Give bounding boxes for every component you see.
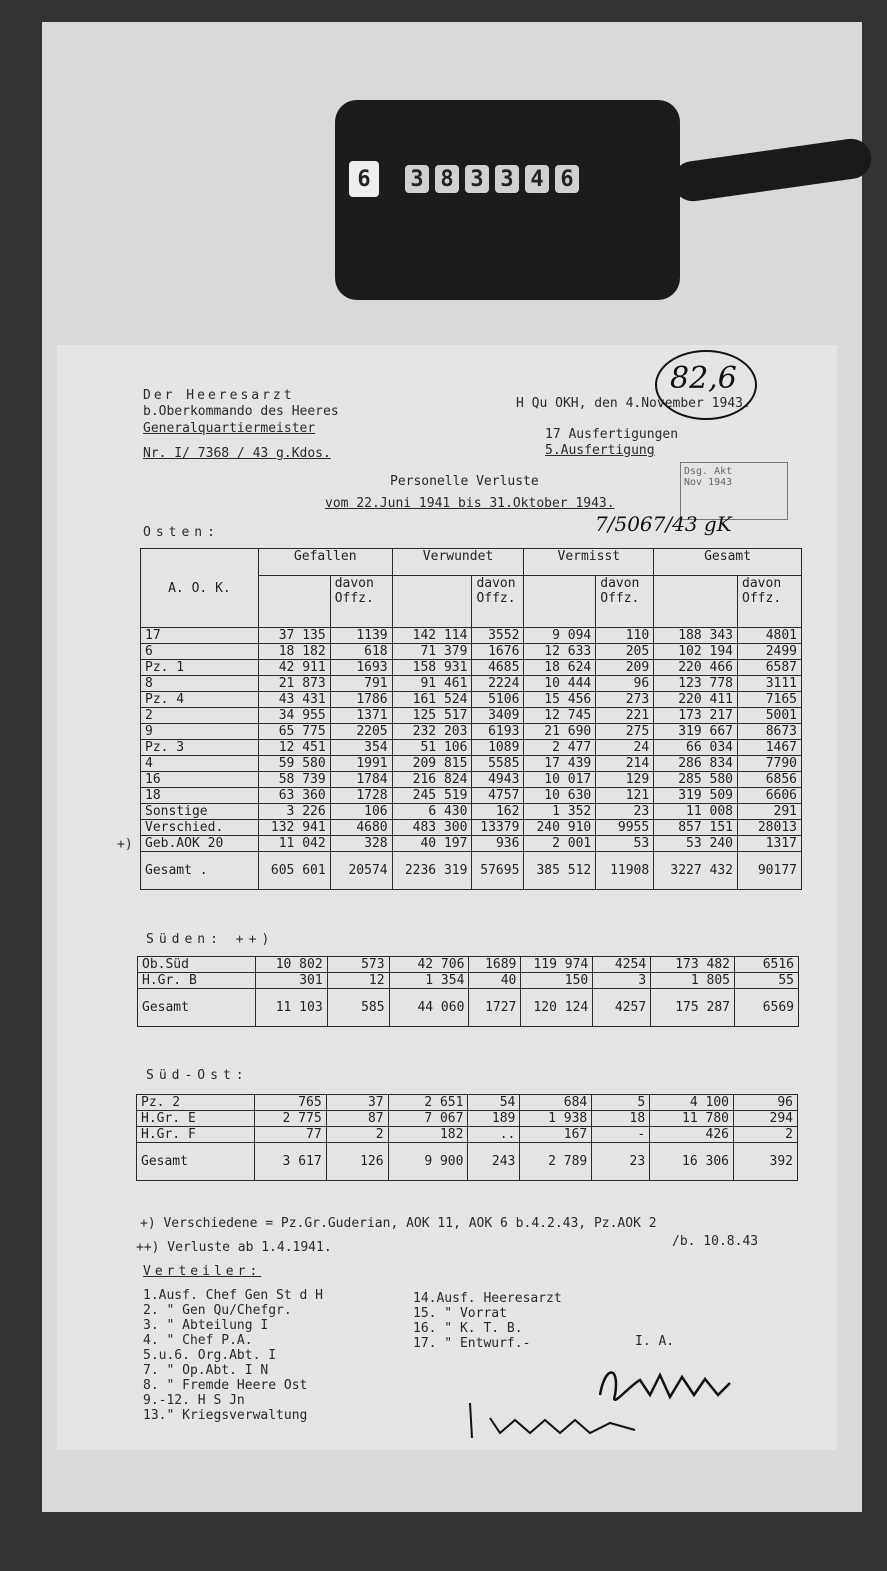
table-row xyxy=(141,628,802,644)
table-cell: 4757 xyxy=(472,788,524,804)
section-southeast-label: Süd-Ost: xyxy=(146,1068,249,1083)
row-label: H.Gr. E xyxy=(137,1111,255,1127)
table-cell: 51 106 xyxy=(392,740,472,756)
total-cell: 2236 319 xyxy=(392,852,472,890)
table-cell: 10 630 xyxy=(524,788,596,804)
table-cell: 1786 xyxy=(330,692,392,708)
table-cell: 5585 xyxy=(472,756,524,772)
total-cell: 3227 432 xyxy=(654,852,738,890)
table-cell: 11 042 xyxy=(258,836,330,852)
table-cell: 42 706 xyxy=(389,957,469,973)
table-cell: 189 xyxy=(468,1111,520,1127)
total-cell: 605 601 xyxy=(258,852,330,890)
reference-number: Nr. I/ 7368 / 43 g.Kdos. xyxy=(143,446,331,461)
row-label: Sonstige xyxy=(141,804,259,820)
row-label: 9 xyxy=(141,724,259,740)
total-cell: 23 xyxy=(592,1143,650,1181)
table-cell: 12 745 xyxy=(524,708,596,724)
row-label: Pz. 1 xyxy=(141,660,259,676)
total-cell: 4257 xyxy=(593,989,651,1027)
counter-digit: 8 xyxy=(435,165,459,193)
total-header: Gesamt xyxy=(654,549,802,576)
counter-window xyxy=(349,158,599,200)
place-date: H Qu OKH, den 4.November 1943. xyxy=(516,396,751,411)
row-label: H.Gr. F xyxy=(137,1127,255,1143)
table-cell: 1371 xyxy=(330,708,392,724)
table-row xyxy=(137,1111,798,1127)
total-cell: 2 789 xyxy=(520,1143,592,1181)
table-cell: - xyxy=(592,1127,650,1143)
total-label: Gesamt . xyxy=(141,852,259,890)
archive-number: 82,6 xyxy=(670,361,737,396)
table-cell: 54 xyxy=(468,1095,520,1111)
distribution-item: 9.-12. H S Jn xyxy=(143,1393,245,1408)
total-cell: 392 xyxy=(734,1143,798,1181)
table-cell: 162 xyxy=(472,804,524,820)
stamp-line-2: Nov 1943 xyxy=(684,477,733,488)
table-cell: 10 444 xyxy=(524,676,596,692)
table-cell: 77 xyxy=(254,1127,326,1143)
table-cell: 684 xyxy=(520,1095,592,1111)
table-cell: 21 873 xyxy=(258,676,330,692)
table-cell: 87 xyxy=(326,1111,388,1127)
total-cell: 6569 xyxy=(735,989,799,1027)
table-cell: 123 778 xyxy=(654,676,738,692)
table-row xyxy=(141,692,802,708)
east-table xyxy=(140,548,802,890)
table-cell: 220 466 xyxy=(654,660,738,676)
table-cell: 96 xyxy=(734,1095,798,1111)
table-cell: 11 780 xyxy=(650,1111,734,1127)
table-cell: 4 100 xyxy=(650,1095,734,1111)
table-cell: 2205 xyxy=(330,724,392,740)
table-cell: 6856 xyxy=(738,772,802,788)
table-cell: 110 xyxy=(596,628,654,644)
officers-subheader: davon Offz. xyxy=(330,575,392,627)
total-cell: 3 617 xyxy=(254,1143,326,1181)
table-row xyxy=(141,644,802,660)
total-cell: 9 900 xyxy=(388,1143,468,1181)
distribution-item: 14.Ausf. Heeresarzt xyxy=(413,1291,562,1306)
table-row xyxy=(137,1095,798,1111)
table-cell: 58 739 xyxy=(258,772,330,788)
total-label: Gesamt xyxy=(137,1143,255,1181)
footnote-marker: +) xyxy=(117,837,133,852)
table-cell: 15 456 xyxy=(524,692,596,708)
table-cell: 4685 xyxy=(472,660,524,676)
table-cell: 1 938 xyxy=(520,1111,592,1127)
table-cell: 91 461 xyxy=(392,676,472,692)
table-cell: 1139 xyxy=(330,628,392,644)
table-row xyxy=(141,708,802,724)
counter-digit: 4 xyxy=(525,165,549,193)
table-row xyxy=(141,820,802,836)
east-header-row xyxy=(141,549,802,576)
table-cell: 301 xyxy=(255,973,327,989)
table-cell: 275 xyxy=(596,724,654,740)
table-cell: 24 xyxy=(596,740,654,756)
signature-ia: I. A. xyxy=(635,1334,675,1349)
table-cell: 18 xyxy=(592,1111,650,1127)
table-cell: 4801 xyxy=(738,628,802,644)
table-cell: 220 411 xyxy=(654,692,738,708)
row-label: 2 xyxy=(141,708,259,724)
table-cell: 936 xyxy=(472,836,524,852)
document-period: vom 22.Juni 1941 bis 31.Oktober 1943. xyxy=(325,496,615,511)
east-total-row xyxy=(141,852,802,890)
distribution-item: 2. " Gen Qu/Chefgr. xyxy=(143,1303,292,1318)
table-cell: 11 008 xyxy=(654,804,738,820)
table-cell: 125 517 xyxy=(392,708,472,724)
table-cell: 188 343 xyxy=(654,628,738,644)
table-cell: 161 524 xyxy=(392,692,472,708)
counter-digit: 3 xyxy=(495,165,519,193)
total-cell: 20574 xyxy=(330,852,392,890)
table-cell: 9 094 xyxy=(524,628,596,644)
table-cell: 21 690 xyxy=(524,724,596,740)
southeast-total-row xyxy=(137,1143,798,1181)
table-cell: 245 519 xyxy=(392,788,472,804)
table-cell: 319 509 xyxy=(654,788,738,804)
row-label: Pz. 2 xyxy=(137,1095,255,1111)
east-table-body xyxy=(141,628,802,852)
table-cell: 5001 xyxy=(738,708,802,724)
row-label: 4 xyxy=(141,756,259,772)
table-row xyxy=(141,788,802,804)
table-cell: 6193 xyxy=(472,724,524,740)
total-cell: 16 306 xyxy=(650,1143,734,1181)
counter-digit: 3 xyxy=(405,165,429,193)
table-cell: 12 451 xyxy=(258,740,330,756)
blank-cell xyxy=(258,575,330,627)
total-cell: 90177 xyxy=(738,852,802,890)
table-cell: 857 151 xyxy=(654,820,738,836)
table-cell: 28013 xyxy=(738,820,802,836)
table-cell: 37 135 xyxy=(258,628,330,644)
signature-2 xyxy=(460,1398,660,1448)
table-cell: 2224 xyxy=(472,676,524,692)
table-cell: 4680 xyxy=(330,820,392,836)
table-cell: 2 001 xyxy=(524,836,596,852)
table-cell: 285 580 xyxy=(654,772,738,788)
table-cell: .. xyxy=(468,1127,520,1143)
table-row xyxy=(141,772,802,788)
officers-subheader: davon Offz. xyxy=(596,575,654,627)
blank-cell xyxy=(524,575,596,627)
table-cell: 791 xyxy=(330,676,392,692)
distribution-item: 5.u.6. Org.Abt. I xyxy=(143,1348,277,1363)
total-cell: 120 124 xyxy=(521,989,593,1027)
footnote-1: +) Verschiedene = Pz.Gr.Guderian, AOK 11, AOK 6 b.4.2.43, Pz.AOK 2 xyxy=(140,1216,657,1231)
total-cell: 1727 xyxy=(469,989,521,1027)
table-cell: 1 354 xyxy=(389,973,469,989)
table-cell: 1991 xyxy=(330,756,392,772)
copy-number: 5.Ausfertigung xyxy=(545,443,655,458)
table-cell: 286 834 xyxy=(654,756,738,772)
document-title: Personelle Verluste xyxy=(390,474,539,489)
table-cell: 3552 xyxy=(472,628,524,644)
officers-subheader: davon Offz. xyxy=(472,575,524,627)
total-cell: 57695 xyxy=(472,852,524,890)
table-cell: 173 482 xyxy=(651,957,735,973)
table-cell: 765 xyxy=(254,1095,326,1111)
south-table-body xyxy=(138,957,799,989)
table-cell: 121 xyxy=(596,788,654,804)
counter-digit: 6 xyxy=(555,165,579,193)
table-cell: 273 xyxy=(596,692,654,708)
table-cell: 3409 xyxy=(472,708,524,724)
table-cell: 1784 xyxy=(330,772,392,788)
table-cell: 4254 xyxy=(593,957,651,973)
table-cell: 232 203 xyxy=(392,724,472,740)
table-cell: 132 941 xyxy=(258,820,330,836)
table-row xyxy=(141,756,802,772)
table-cell: 221 xyxy=(596,708,654,724)
table-cell: 18 624 xyxy=(524,660,596,676)
table-cell: 1467 xyxy=(738,740,802,756)
table-cell: 2 775 xyxy=(254,1111,326,1127)
table-cell: 483 300 xyxy=(392,820,472,836)
table-cell: 7165 xyxy=(738,692,802,708)
distribution-item: 3. " Abteilung I xyxy=(143,1318,269,1333)
distribution-item: 16. " K. T. B. xyxy=(413,1321,523,1336)
table-cell: 1 805 xyxy=(651,973,735,989)
table-cell: 182 xyxy=(388,1127,468,1143)
table-cell: 240 910 xyxy=(524,820,596,836)
table-cell: 158 931 xyxy=(392,660,472,676)
table-cell: 96 xyxy=(596,676,654,692)
table-cell: 37 xyxy=(326,1095,388,1111)
copies-count: 17 Ausfertigungen xyxy=(545,427,679,442)
table-cell: 209 xyxy=(596,660,654,676)
table-cell: 129 xyxy=(596,772,654,788)
row-label: 17 xyxy=(141,628,259,644)
table-cell: 1693 xyxy=(330,660,392,676)
table-cell: 1689 xyxy=(469,957,521,973)
table-cell: 214 xyxy=(596,756,654,772)
distribution-title: Verteiler: xyxy=(143,1264,262,1279)
frame-counter xyxy=(335,100,680,300)
table-cell: 319 667 xyxy=(654,724,738,740)
sender-line-1: Der Heeresarzt xyxy=(143,388,295,403)
distribution-item: 17. " Entwurf.- xyxy=(413,1336,531,1351)
total-cell: 44 060 xyxy=(389,989,469,1027)
table-cell: 1728 xyxy=(330,788,392,804)
table-row xyxy=(141,804,802,820)
sender-line-3: Generalquartiermeister xyxy=(143,421,316,436)
table-cell: 7 067 xyxy=(388,1111,468,1127)
table-row xyxy=(141,724,802,740)
table-cell: 618 xyxy=(330,644,392,660)
table-cell: 6 430 xyxy=(392,804,472,820)
table-cell: 17 439 xyxy=(524,756,596,772)
sender-line-2: b.Oberkommando des Heeres xyxy=(143,404,339,419)
blank-cell xyxy=(654,575,738,627)
table-cell: 43 431 xyxy=(258,692,330,708)
aok-header: A. O. K. xyxy=(141,549,259,628)
row-label: Verschied. xyxy=(141,820,259,836)
table-cell: 6516 xyxy=(735,957,799,973)
table-cell: 2 477 xyxy=(524,740,596,756)
total-cell: 126 xyxy=(326,1143,388,1181)
table-cell: 6606 xyxy=(738,788,802,804)
table-cell: 7790 xyxy=(738,756,802,772)
table-cell: 12 xyxy=(327,973,389,989)
section-east-label: Osten: xyxy=(143,525,220,540)
table-cell: 1089 xyxy=(472,740,524,756)
table-cell: 291 xyxy=(738,804,802,820)
table-cell: 9955 xyxy=(596,820,654,836)
table-row xyxy=(141,740,802,756)
wounded-header: Verwundet xyxy=(392,549,524,576)
footnote-1-continued: /b. 10.8.43 xyxy=(672,1234,759,1249)
total-cell: 175 287 xyxy=(651,989,735,1027)
southeast-table xyxy=(136,1094,798,1181)
table-cell: 216 824 xyxy=(392,772,472,788)
table-cell: 55 xyxy=(735,973,799,989)
table-cell: 42 911 xyxy=(258,660,330,676)
footnote-2: ++) Verluste ab 1.4.1941. xyxy=(136,1240,332,1255)
table-cell: 2 651 xyxy=(388,1095,468,1111)
handwritten-reference: 7/5067/43 gK xyxy=(595,512,732,536)
table-cell: 65 775 xyxy=(258,724,330,740)
section-south-label: Süden: ++) xyxy=(146,932,275,947)
table-cell: 59 580 xyxy=(258,756,330,772)
table-cell: 40 197 xyxy=(392,836,472,852)
blank-cell xyxy=(392,575,472,627)
table-row xyxy=(138,957,799,973)
southeast-table-body xyxy=(137,1095,798,1143)
table-cell: 2 xyxy=(734,1127,798,1143)
table-cell: 142 114 xyxy=(392,628,472,644)
table-row xyxy=(141,836,802,852)
table-cell: 167 xyxy=(520,1127,592,1143)
table-row xyxy=(137,1127,798,1143)
fallen-header: Gefallen xyxy=(258,549,392,576)
table-cell: 354 xyxy=(330,740,392,756)
distribution-item: 7. " Op.Abt. I N xyxy=(143,1363,269,1378)
table-cell: 119 974 xyxy=(521,957,593,973)
table-row xyxy=(141,676,802,692)
table-cell: 3111 xyxy=(738,676,802,692)
table-cell: 4943 xyxy=(472,772,524,788)
table-cell: 1676 xyxy=(472,644,524,660)
stamp-line-1: Dsg. Akt xyxy=(684,466,733,477)
table-cell: 1317 xyxy=(738,836,802,852)
table-cell: 34 955 xyxy=(258,708,330,724)
table-cell: 106 xyxy=(330,804,392,820)
table-cell: 13379 xyxy=(472,820,524,836)
table-cell: 63 360 xyxy=(258,788,330,804)
row-label: 18 xyxy=(141,788,259,804)
distribution-item: 1.Ausf. Chef Gen St d H xyxy=(143,1288,324,1303)
row-label: 6 xyxy=(141,644,259,660)
table-cell: 10 802 xyxy=(255,957,327,973)
distribution-item: 13." Kriegsverwaltung xyxy=(143,1408,308,1423)
table-cell: 573 xyxy=(327,957,389,973)
distribution-item: 4. " Chef P.A. xyxy=(143,1333,253,1348)
table-cell: 10 017 xyxy=(524,772,596,788)
table-cell: 173 217 xyxy=(654,708,738,724)
row-label: Geb.AOK 20 xyxy=(141,836,259,852)
total-label: Gesamt xyxy=(138,989,256,1027)
table-cell: 2499 xyxy=(738,644,802,660)
table-cell: 426 xyxy=(650,1127,734,1143)
table-cell: 328 xyxy=(330,836,392,852)
table-cell: 6587 xyxy=(738,660,802,676)
row-label: 16 xyxy=(141,772,259,788)
table-cell: 209 815 xyxy=(392,756,472,772)
south-total-row xyxy=(138,989,799,1027)
officers-subheader: davon Offz. xyxy=(738,575,802,627)
table-cell: 150 xyxy=(521,973,593,989)
table-cell: 8673 xyxy=(738,724,802,740)
table-cell: 1 352 xyxy=(524,804,596,820)
table-cell: 3 xyxy=(593,973,651,989)
table-cell: 18 182 xyxy=(258,644,330,660)
row-label: Pz. 4 xyxy=(141,692,259,708)
table-cell: 5106 xyxy=(472,692,524,708)
table-cell: 53 240 xyxy=(654,836,738,852)
total-cell: 11 103 xyxy=(255,989,327,1027)
total-cell: 243 xyxy=(468,1143,520,1181)
table-cell: 66 034 xyxy=(654,740,738,756)
table-cell: 2 xyxy=(326,1127,388,1143)
row-label: H.Gr. B xyxy=(138,973,256,989)
counter-prefix: 6 xyxy=(349,161,379,197)
table-cell: 71 379 xyxy=(392,644,472,660)
table-cell: 102 194 xyxy=(654,644,738,660)
table-cell: 205 xyxy=(596,644,654,660)
distribution-item: 8. " Fremde Heere Ost xyxy=(143,1378,308,1393)
table-row xyxy=(138,973,799,989)
missing-header: Vermisst xyxy=(524,549,654,576)
total-cell: 585 xyxy=(327,989,389,1027)
table-cell: 23 xyxy=(596,804,654,820)
table-cell: 5 xyxy=(592,1095,650,1111)
counter-digit: 3 xyxy=(465,165,489,193)
table-cell: 294 xyxy=(734,1111,798,1127)
row-label: Ob.Süd xyxy=(138,957,256,973)
row-label: 8 xyxy=(141,676,259,692)
table-cell: 3 226 xyxy=(258,804,330,820)
total-cell: 11908 xyxy=(596,852,654,890)
south-table xyxy=(137,956,799,1027)
table-row xyxy=(141,660,802,676)
table-cell: 40 xyxy=(469,973,521,989)
row-label: Pz. 3 xyxy=(141,740,259,756)
total-cell: 385 512 xyxy=(524,852,596,890)
table-cell: 12 633 xyxy=(524,644,596,660)
table-cell: 53 xyxy=(596,836,654,852)
distribution-item: 15. " Vorrat xyxy=(413,1306,507,1321)
